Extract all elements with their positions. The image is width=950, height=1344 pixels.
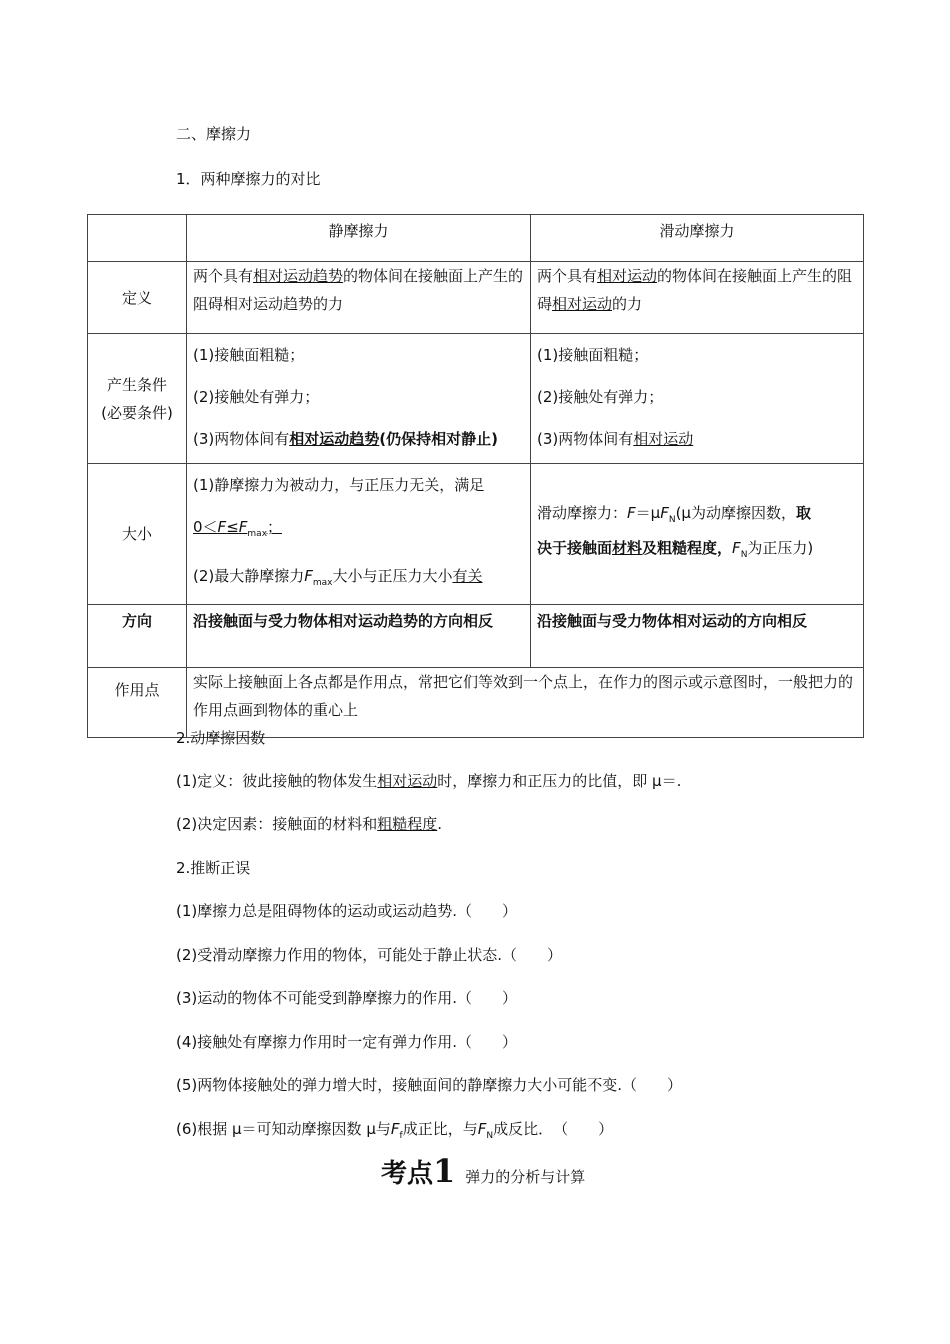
table-row-magnitude — [88, 464, 864, 605]
static-definition-cell: 两个具有相对运动趋势的物体间在接触面上产生的阻碍相对运动趋势的力 — [187, 262, 531, 334]
table-row-definition — [88, 262, 864, 334]
static-magnitude-cell: (1)静摩擦力为被动力，与正压力无关，满足 $0<F\le F_{max}$； (2)最大静摩擦力$F_{max}$大小与正压力大小有关 — [187, 464, 531, 605]
sliding-magnitude-cell: 滑动摩擦力：$F=\mu F_N(\mu$为动摩擦因数，取 决于接触面材料及粗糙程度，$F_N$为正压力) — [531, 464, 864, 605]
sliding-direction-cell: 沿接触面与受力物体相对运动的方向相反 — [531, 605, 864, 668]
judgement-item: (6)根据 μ＝可知动摩擦因数 μ与$F_f$成正比，与$F_N$成反比． （ ） — [176, 1120, 614, 1141]
topic-heading-subtitle: 弹力的分析与计算 — [465, 1168, 586, 1186]
judgement-item: (2)受滑动摩擦力作用的物体，可能处于静止状态.（ ） — [176, 946, 563, 964]
sliding-definition-cell: 两个具有相对运动的物体间在接触面上产生的阻碍相对运动的力 — [531, 262, 864, 334]
judgement-item: (5)两物体接触处的弹力增大时，接触面间的静摩擦力大小可能不变.（ ） — [176, 1076, 683, 1094]
topic-heading — [381, 1152, 585, 1190]
header-empty-cell — [88, 215, 187, 262]
table-row-direction — [88, 605, 864, 668]
table-header-row — [88, 215, 864, 262]
topic-heading-label: 考点 — [381, 1159, 434, 1189]
judgement-item: (4)接触处有摩擦力作用时一定有弹力作用.（ ） — [176, 1033, 518, 1051]
subsection-comparison-title: 1．两种摩擦力的对比 — [176, 170, 321, 188]
judgement-item: (1)摩擦力总是阻碍物体的运动或运动趋势.（ ） — [176, 902, 518, 920]
row-label-point: 作用点 — [88, 668, 187, 738]
row-label-direction: 方向 — [88, 605, 187, 668]
judgement-item: (3)运动的物体不可能受到静摩擦力的作用.（ ） — [176, 989, 518, 1007]
coefficient-definition: (1)定义：彼此接触的物体发生相对运动时，摩擦力和正压力的比值，即 μ＝. — [176, 772, 682, 790]
static-direction-cell: 沿接触面与受力物体相对运动趋势的方向相反 — [187, 605, 531, 668]
coefficient-factors: (2)决定因素：接触面的材料和粗糙程度. — [176, 815, 443, 833]
row-label-definition: 定义 — [88, 262, 187, 334]
table-row-conditions — [88, 334, 864, 464]
friction-comparison-table — [87, 214, 864, 738]
header-sliding-friction: 滑动摩擦力 — [531, 215, 864, 262]
subsection-judgement: 2.推断正误 — [176, 859, 251, 877]
point-description-cell: 实际上接触面上各点都是作用点，常把它们等效到一个点上，在作力的图示或示意图时，一般把力的作用点画到物体的重心上 — [187, 668, 864, 738]
topic-heading-number: 1 — [433, 1152, 456, 1190]
row-label-conditions: 产生条件 (必要条件) — [88, 334, 187, 464]
row-label-magnitude: 大小 — [88, 464, 187, 605]
section-title: 二、摩擦力 — [176, 125, 252, 143]
subsection-kinetic-coefficient: 2.动摩擦因数 — [176, 729, 266, 747]
static-conditions-cell: (1)接触面粗糙； (2)接触处有弹力； (3)两物体间有相对运动趋势(仍保持相对静止) — [187, 334, 531, 464]
sliding-conditions-cell: (1)接触面粗糙； (2)接触处有弹力； (3)两物体间有相对运动 — [531, 334, 864, 464]
header-static-friction: 静摩擦力 — [187, 215, 531, 262]
